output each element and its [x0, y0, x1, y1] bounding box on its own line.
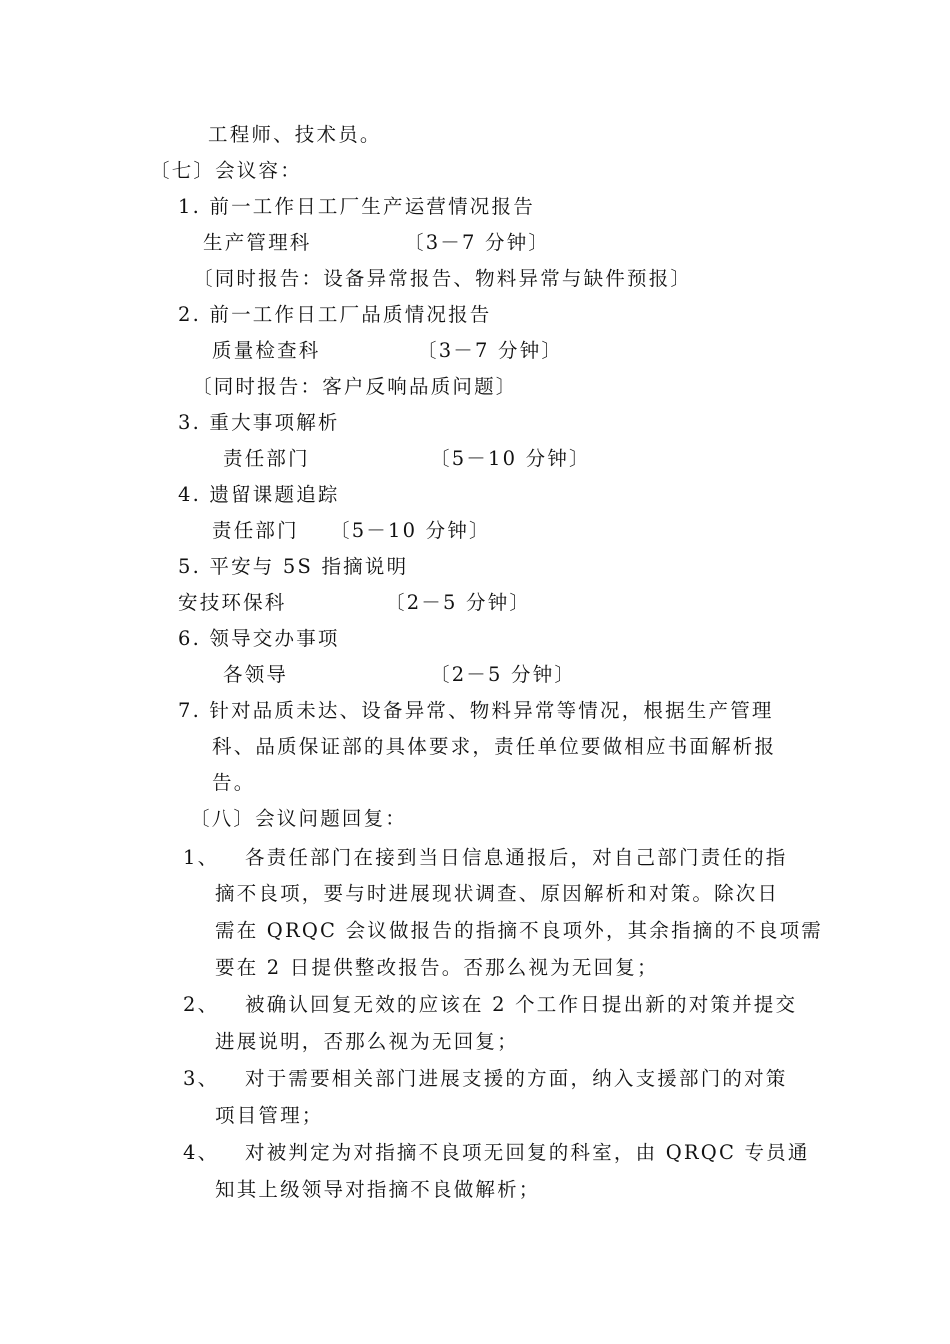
item-number: 1、: [183, 846, 220, 869]
presenter: 责任部门: [212, 519, 299, 542]
list-item: 3. 重大事项解析: [178, 411, 340, 434]
text-line: 知其上级领导对指摘不良做解析；: [215, 1178, 541, 1201]
duration: 〔5－10 分钟〕: [330, 519, 491, 542]
section-heading: 〔八〕会议问题回复：: [190, 807, 408, 830]
list-item: 5. 平安与 5S 指摘说明: [178, 555, 409, 578]
duration: 〔2－5 分钟〕: [430, 663, 577, 686]
text-line: 告。: [212, 771, 256, 794]
text-line: 工程师、技术员。: [208, 123, 382, 146]
note: 〔同时报告：客户反响品质问题〕: [192, 375, 518, 398]
text-line: 项目管理；: [215, 1104, 324, 1127]
duration: 〔5－10 分钟〕: [430, 447, 591, 470]
list-item: 6. 领导交办事项: [178, 627, 340, 650]
text-line: 对被判定为对指摘不良项无回复的科室，由 QRQC 专员通: [245, 1141, 810, 1164]
list-item: 2. 前一工作日工厂品质情况报告: [178, 303, 492, 326]
item-number: 4、: [183, 1141, 220, 1164]
presenter: 生产管理科: [203, 231, 312, 254]
item-number: 2、: [183, 993, 220, 1016]
section-heading: 〔七〕会议容：: [150, 159, 302, 182]
text-line: 对于需要相关部门进展支援的方面，纳入支援部门的对策: [245, 1067, 788, 1090]
presenter: 质量检查科: [212, 339, 321, 362]
text-line: 被确认回复无效的应该在 2 个工作日提出新的对策并提交: [245, 993, 798, 1016]
presenter: 安技环保科: [178, 591, 287, 614]
text-line: 进展说明，否那么视为无回复；: [215, 1030, 519, 1053]
text-line: 摘不良项，要与时进展现状调查、原因解析和对策。除次日: [215, 882, 780, 905]
text-line: 需在 QRQC 会议做报告的指摘不良项外，其余指摘的不良项需: [215, 919, 823, 942]
list-item: 4. 遗留课题追踪: [178, 483, 340, 506]
text-line: 各责任部门在接到当日信息通报后，对自己部门责任的指: [245, 846, 788, 869]
duration: 〔3－7 分钟〕: [404, 231, 551, 254]
text-line: 科、品质保证部的具体要求，责任单位要做相应书面解析报: [212, 735, 777, 758]
duration: 〔3－7 分钟〕: [417, 339, 564, 362]
note: 〔同时报告：设备异常报告、物料异常与缺件预报〕: [193, 267, 693, 290]
presenter: 各领导: [223, 663, 289, 686]
text-line: 要在 2 日提供整改报告。否那么视为无回复；: [215, 956, 659, 979]
duration: 〔2－5 分钟〕: [385, 591, 532, 614]
item-number: 3、: [183, 1067, 220, 1090]
list-item: 7. 针对品质未达、设备异常、物料异常等情况，根据生产管理: [178, 699, 774, 722]
presenter: 责任部门: [223, 447, 310, 470]
list-item: 1. 前一工作日工厂生产运营情况报告: [178, 195, 535, 218]
